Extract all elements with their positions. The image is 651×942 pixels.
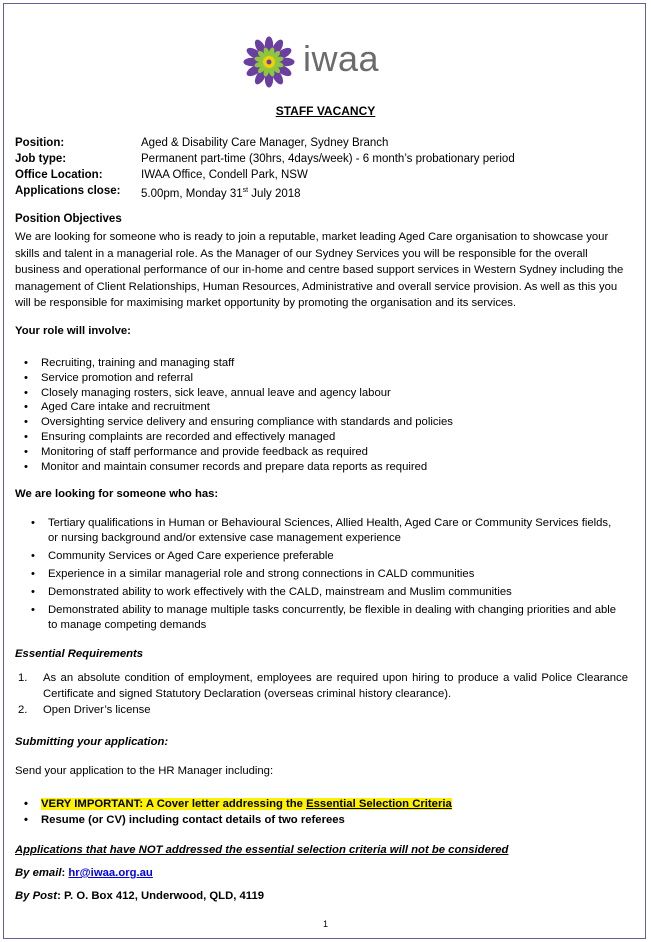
info-row-job-type xyxy=(15,151,515,167)
info-label: Position: xyxy=(15,137,65,149)
info-row-applications-close xyxy=(15,183,515,202)
role-list xyxy=(15,356,635,474)
list-item: • Monitoring of staff performance and provide feedback as required xyxy=(15,445,635,460)
role-heading: Your role will involve: xyxy=(15,325,131,337)
iwaa-logo xyxy=(241,34,401,90)
objectives-text: We are looking for someone who is ready to join a reputable, market leading Aged Care organisation to showcase your skills and talent in a managerial role. As the Manager of our Sydney Services you will be responsible for the overall business and operational performance of our in-home and centre based support services in Western Sydney including the management of Client Relationships, Human Resources, Administrative and overall service provision. As well as this you will be responsible for maximising market opportunity by promoting the organisation and its services. xyxy=(15,231,624,309)
post-line: By Post: P. O. Box 412, Underwood, QLD, 4119 xyxy=(15,890,265,902)
list-item: • Demonstrated ability to manage multiple tasks concurrently, be flexible in dealing with changing priorities and able to manage competing demands xyxy=(22,603,622,633)
highlighted-text: VERY IMPORTANT: A Cover letter addressing the Essential Selection Criteria xyxy=(41,798,452,810)
objectives-heading: Position Objectives xyxy=(15,213,122,225)
list-item: • Experience in a similar managerial role and strong connections in CALD communities xyxy=(22,567,622,582)
essential-heading: Essential Requirements xyxy=(15,648,144,660)
list-item: • Closely managing rosters, sick leave, annual leave and agency labour xyxy=(15,386,635,401)
list-item xyxy=(15,796,635,812)
info-row-office-location xyxy=(15,167,515,183)
info-label: Office Location: xyxy=(15,169,103,181)
email-link[interactable]: hr@iwaa.org.au xyxy=(68,867,153,879)
list-item: • Demonstrated ability to work effectively with the CALD, mainstream and Muslim communities xyxy=(22,585,622,600)
list-item: • Aged Care intake and recruitment xyxy=(15,400,635,415)
submit-intro: Send your application to the HR Manager including: xyxy=(15,765,274,777)
list-item: • Ensuring complaints are recorded and effectively managed xyxy=(15,430,635,445)
warning-text: Applications that have NOT addressed the essential selection criteria will not be considered xyxy=(15,844,509,856)
list-item: • Service promotion and referral xyxy=(15,371,635,386)
looking-list xyxy=(22,516,622,633)
email-line: By email: hr@iwaa.org.au xyxy=(15,867,153,879)
list-item: • Tertiary qualifications in Human or Behavioural Sciences, Allied Health, Aged Care or Community Services fields, or nursing background and/or extensive case management experience xyxy=(22,516,622,546)
info-label: Applications close: xyxy=(15,185,121,197)
submit-list xyxy=(15,796,635,828)
list-item: • Resume (or CV) including contact details of two referees xyxy=(15,812,635,828)
submit-heading: Submitting your application: xyxy=(15,736,169,748)
list-item: • Recruiting, training and managing staff xyxy=(15,356,635,371)
info-value: IWAA Office, Condell Park, NSW xyxy=(141,169,308,181)
looking-heading: We are looking for someone who has: xyxy=(15,488,219,500)
essential-list xyxy=(18,670,628,718)
info-label: Job type: xyxy=(15,153,67,165)
info-value: 5.00pm, Monday 31st July 2018 xyxy=(141,187,301,200)
page-title: STAFF VACANCY xyxy=(275,104,376,118)
info-value: Aged & Disability Care Manager, Sydney Branch xyxy=(141,137,389,149)
list-item: 2. Open Driver’s license xyxy=(18,704,151,716)
flower-logo-icon xyxy=(241,34,297,90)
logo-wordmark: iwaa xyxy=(303,38,380,79)
info-value: Permanent part-time (30hrs, 4days/week) - 6 month’s probationary period xyxy=(141,153,515,165)
list-item: • Monitor and maintain consumer records and prepare data reports as required xyxy=(15,460,635,475)
vacancy-details xyxy=(15,135,515,202)
list-item: • Oversighting service delivery and ensuring compliance with standards and policies xyxy=(15,415,635,430)
info-row-position xyxy=(15,135,515,151)
page-number: 1 xyxy=(322,919,328,929)
list-item: 1. As an absolute condition of employment, employees are required upon hiring to produce a valid Police Clearance Certificate and signed Statutory Declaration (overseas criminal history clearance). xyxy=(18,672,628,700)
list-item: • Community Services or Aged Care experience preferable xyxy=(22,549,622,564)
